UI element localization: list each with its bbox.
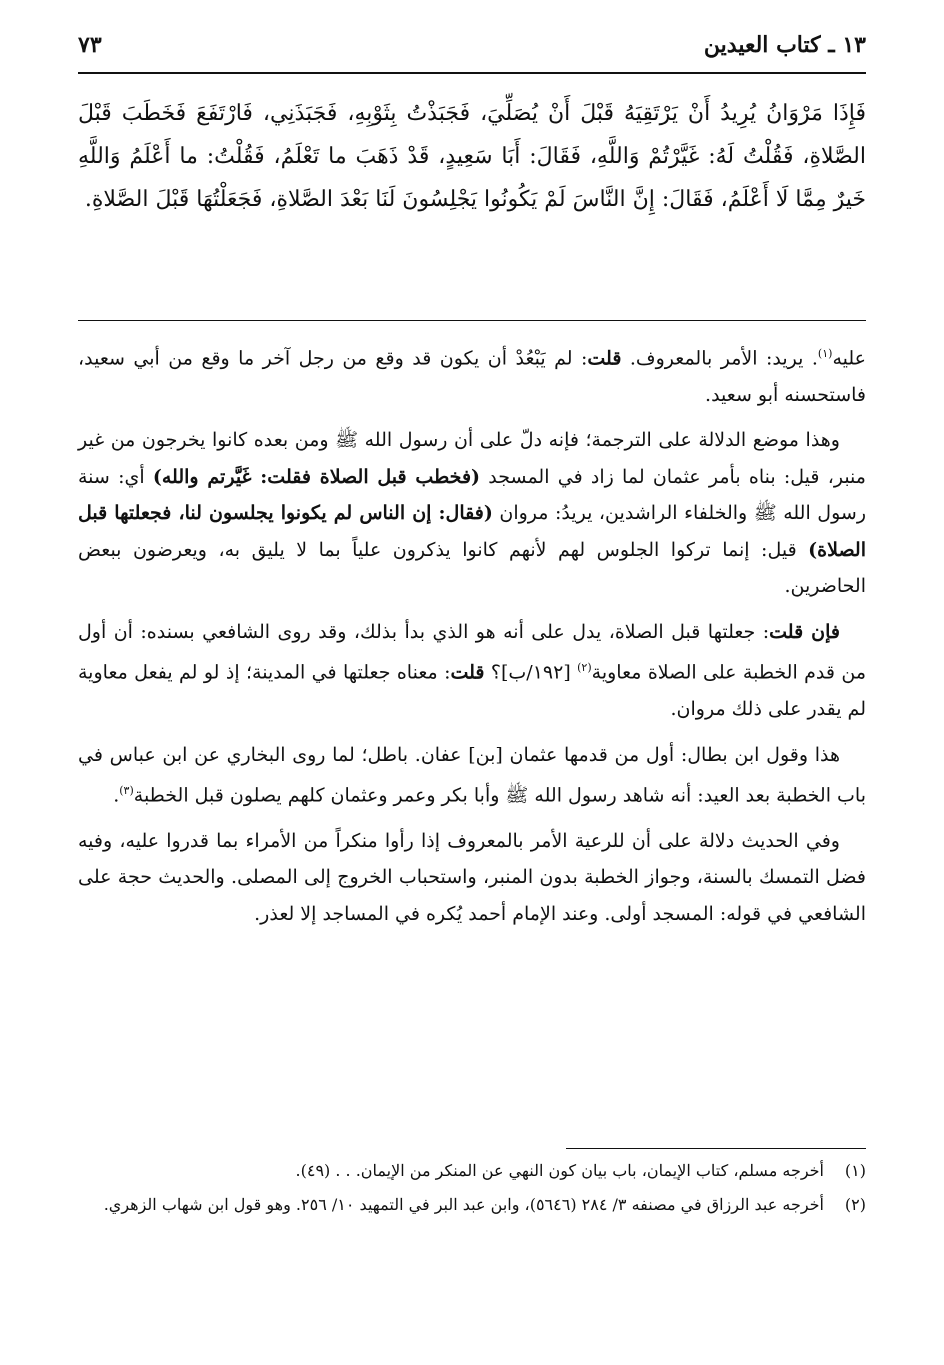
footnote-ref-3: (٣): [119, 784, 134, 798]
header-divider: [78, 72, 866, 74]
chapter-title: ١٣ ـ كتاب العيدين: [703, 32, 866, 58]
hadith-text: [78, 92, 866, 221]
footnotes: [78, 1156, 866, 1224]
footnote-text: أخرجه عبد الرزاق في مصنفه ٣/ ٢٨٤ (٥٦٤٦)، وابن عبد البر في التمهيد ١٠/ ٢٥٦. وهو قول ابن شهاب الزهري.: [103, 1195, 824, 1214]
page-number: ٧٣: [78, 32, 102, 58]
footnote-text: أخرجه مسلم، كتاب الإيمان، باب بيان كون النهي عن المنكر من الإيمان. . . (٤٩).: [295, 1161, 824, 1180]
commentary-paragraph-5: وفي الحديث دلالة على أن للرعية الأمر بالمعروف إذا رأوا منكراً من الأمراء بما قدروا عليه، وفيه فضل التمسك بالسنة، وجواز الخطبة بدون المنبر، واستحباب الخروج إلى المصلى. والحديث حجة على الشافعي في قوله: المسجد أولى. وعند الإمام أحمد يُكره في المساجد إلا لعذر.: [78, 829, 866, 925]
commentary-paragraph-2: وهذا موضع الدلالة على الترجمة؛ فإنه دلّ على أن رسول الله ﷺ ومن بعده كانوا يخرجون من غير منبر، قيل: بناه بأمر عثمان لما زاد في المسجد (فخطب قبل الصلاة فقلت: غَيَّرتم والله) أي: سنة رسول الله ﷺ والخلفاء الراشدين، يريدُ: مروان (فقال: إن الناس لم يكونوا يجلسون لنا، فجعلتها قبل الصلاة) قيل: إنما تركوا الجلوس لهم لأنهم كانوا يذكرون علياً بما لا يليق به، ويعرضون ببعض الحاضرين.: [78, 429, 866, 598]
footnote-ref-2: (٢): [577, 661, 592, 675]
footnote-ref-1: (١): [817, 347, 833, 360]
footnote-2: [78, 1190, 866, 1220]
page-header: [78, 32, 866, 68]
footnote-number: (٢): [844, 1195, 866, 1214]
footnote-divider: [566, 1148, 866, 1149]
commentary-paragraph-1: عليه$^{(١)}$. يريد: الأمر بالمعروف. قلت: لم يَبْعُدْ أن يكون قد وقع من رجل آخر ما وقع من أبي سعيد، فاستحسنه أبو سعيد.: [78, 347, 866, 406]
commentary: [78, 336, 866, 941]
footnote-1: [78, 1156, 866, 1186]
footnote-number: (١): [844, 1161, 866, 1180]
commentary-paragraph-3: فإن قلت: جعلتها قبل الصلاة، يدل على أنه هو الذي بدأ بذلك، وقد روى الشافعي بسنده: أن أول من قدم الخطبة على الصلاة معاوية$^{(٢)}$ [١٩٢/ب]؟ قلت: معناه جعلتها في المدينة؛ إذ لو لم يفعل معاوية لم يقدر على ذلك مروان.: [78, 620, 866, 721]
hadith-paragraph: فَإِذَا مَرْوَانُ يُرِيدُ أَنْ يَرْتَقِيَهُ قَبْلَ أَنْ يُصَلِّيَ، فَجَبَذْتُ بِثَوْبِهِ، فَجَبَذَنِي، فَارْتَفَعَ فَخَطَبَ قَبْلَ الصَّلاةِ، فَقُلْتُ لَهُ: غَيَّرْتُمْ وَاللَّهِ، فَقَالَ: أَبَا سَعِيدٍ، قَدْ ذَهَبَ ما تَعْلَمُ، فَقُلْتُ: ما أَعْلَمُ وَاللَّهِ خَيرٌ مِمَّا لَا أَعْلَمُ، فَقَالَ: إِنَّ النَّاسَ لَمْ يَكُونُوا يَجْلِسُونَ لَنَا بَعْدَ الصَّلاةِ، فَجَعَلْتُهَا قَبْلَ الصَّلاةِ.: [78, 101, 866, 212]
commentary-paragraph-4: هذا وقول ابن بطال: أول من قدمها عثمان [بن] عفان. باطل؛ لما روى البخاري عن ابن عباس في باب الخطبة بعد العيد: أنه شاهد رسول الله ﷺ وأبا بكر وعمر وعثمان كلهم يصلون قبل الخطبة$^{(٣)}$.: [78, 743, 866, 807]
section-divider: [78, 320, 866, 321]
